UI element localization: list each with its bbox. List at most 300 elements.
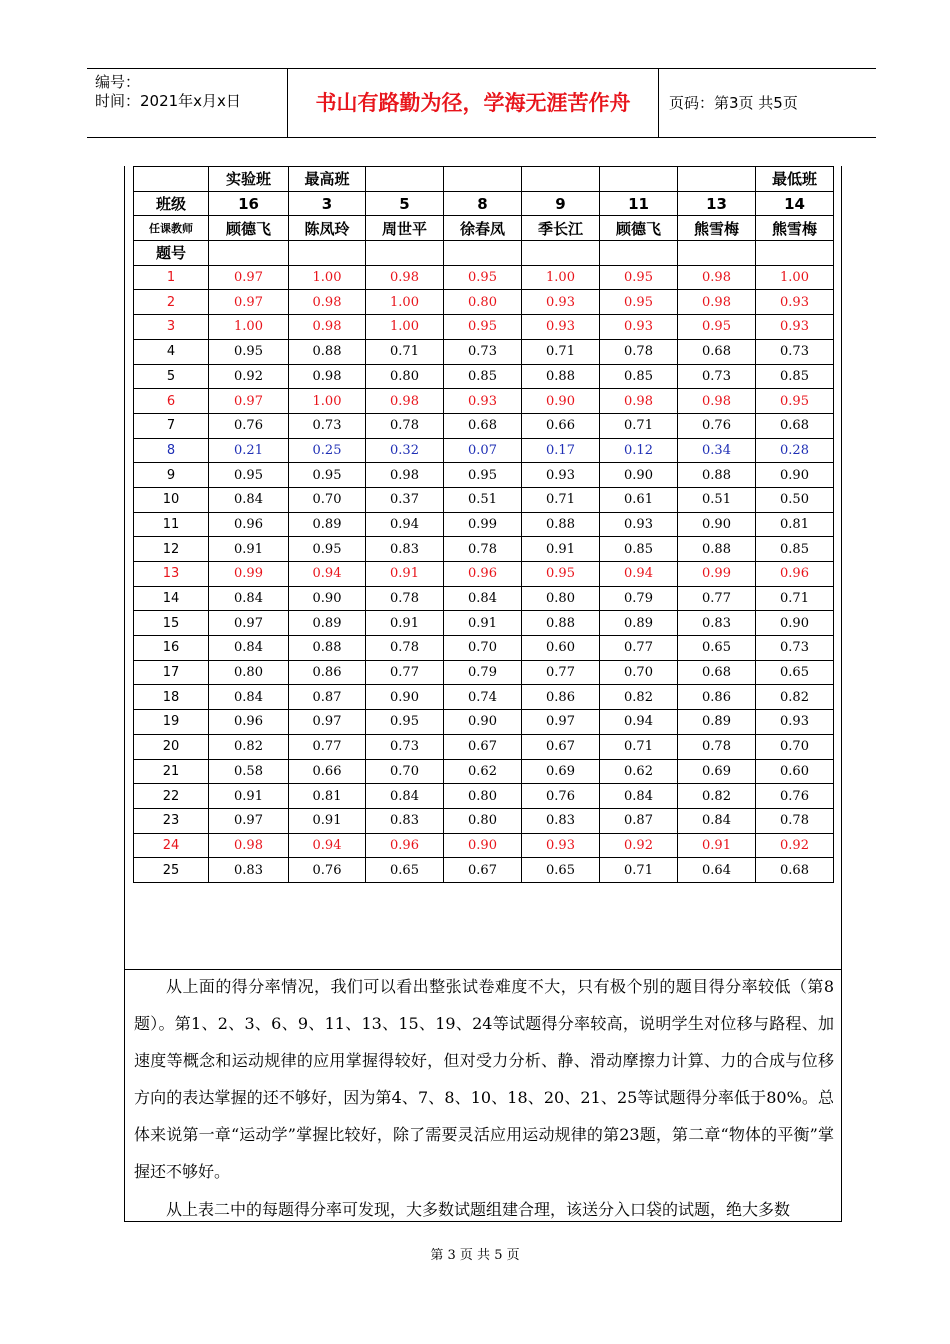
question-number-cell: 7 [134, 413, 209, 438]
table-row [134, 512, 834, 537]
row-label-cell [134, 167, 209, 192]
question-number-cell: 3 [134, 315, 209, 340]
score-rate-cell: 0.95 [209, 339, 289, 364]
page-header [87, 68, 876, 138]
score-rate-cell: 0.96 [444, 562, 522, 587]
score-rate-cell: 0.66 [289, 759, 366, 784]
score-rate-cell: 0.99 [444, 512, 522, 537]
score-rate-cell: 0.21 [209, 438, 289, 463]
score-rate-cell: 0.88 [289, 339, 366, 364]
score-rate-cell: 0.77 [366, 660, 444, 685]
table-header-row [134, 191, 834, 216]
table-header-row [134, 241, 834, 266]
header-cell [678, 167, 756, 192]
question-number-cell: 12 [134, 537, 209, 562]
header-cell [600, 167, 678, 192]
score-rate-cell: 0.68 [756, 413, 834, 438]
score-rate-cell: 0.92 [600, 833, 678, 858]
score-rate-cell: 0.76 [289, 858, 366, 883]
score-rate-cell: 0.91 [678, 833, 756, 858]
score-rate-cell: 0.66 [522, 413, 600, 438]
header-cell [209, 241, 289, 266]
score-rate-cell: 0.12 [600, 438, 678, 463]
score-rate-cell: 0.90 [444, 833, 522, 858]
score-rate-cell: 0.62 [600, 759, 678, 784]
header-cell: 8 [444, 191, 522, 216]
header-cell [756, 241, 834, 266]
score-rate-cell: 0.83 [366, 537, 444, 562]
score-rate-cell: 0.79 [600, 586, 678, 611]
score-rate-cell: 0.73 [289, 413, 366, 438]
score-rate-cell: 0.95 [522, 562, 600, 587]
header-cell: 徐春凤 [444, 216, 522, 241]
score-rate-cell: 0.89 [289, 611, 366, 636]
score-rate-cell: 0.90 [600, 463, 678, 488]
score-rate-cell: 0.90 [522, 389, 600, 414]
table-row [134, 315, 834, 340]
score-rate-cell: 0.84 [209, 685, 289, 710]
score-rate-cell: 0.77 [522, 660, 600, 685]
page-footer: 第 3 页 共 5 页 [430, 1248, 520, 1263]
number-label: 编号： [95, 73, 141, 91]
score-rate-cell: 0.90 [444, 710, 522, 735]
score-rate-cell: 0.95 [366, 710, 444, 735]
score-rate-cell: 0.78 [756, 808, 834, 833]
header-motto: 书山有路勤为径，学海无涯苦作舟 [287, 69, 659, 137]
table-row [134, 537, 834, 562]
header-cell: 顾德飞 [209, 216, 289, 241]
table-row [134, 389, 834, 414]
score-rate-cell: 0.93 [600, 315, 678, 340]
score-rate-cell: 0.62 [444, 759, 522, 784]
score-rate-cell: 0.81 [756, 512, 834, 537]
question-number-cell: 4 [134, 339, 209, 364]
question-number-cell: 11 [134, 512, 209, 537]
score-rate-cell: 0.86 [678, 685, 756, 710]
header-cell: 16 [209, 191, 289, 216]
score-rate-cell: 0.71 [366, 339, 444, 364]
table-row [134, 487, 834, 512]
score-rate-cell: 0.37 [366, 487, 444, 512]
score-rate-cell: 0.84 [678, 808, 756, 833]
score-rate-cell: 0.83 [366, 808, 444, 833]
table-row [134, 784, 834, 809]
score-rate-cell: 0.76 [756, 784, 834, 809]
question-number-cell: 8 [134, 438, 209, 463]
question-number-cell: 14 [134, 586, 209, 611]
header-meta [87, 69, 287, 137]
question-number-cell: 13 [134, 562, 209, 587]
score-rate-cell: 0.68 [756, 858, 834, 883]
header-cell: 最高班 [289, 167, 366, 192]
row-label-cell: 题号 [134, 241, 209, 266]
score-rate-cell: 0.98 [289, 364, 366, 389]
score-rate-cell: 0.95 [289, 537, 366, 562]
score-rate-cell: 0.71 [756, 586, 834, 611]
score-rate-cell: 0.98 [366, 389, 444, 414]
score-rate-cell: 0.90 [366, 685, 444, 710]
score-rate-cell: 0.94 [366, 512, 444, 537]
score-rate-cell: 0.91 [209, 784, 289, 809]
score-rate-cell: 0.80 [444, 290, 522, 315]
score-rate-cell: 0.80 [209, 660, 289, 685]
table-row [134, 586, 834, 611]
score-rate-cell: 0.07 [444, 438, 522, 463]
score-rate-cell: 0.95 [209, 463, 289, 488]
table-row [134, 759, 834, 784]
table-row [134, 290, 834, 315]
header-cell [522, 167, 600, 192]
score-rate-cell: 0.96 [366, 833, 444, 858]
score-rate-cell: 0.84 [444, 586, 522, 611]
table-row [134, 710, 834, 735]
header-cell [522, 241, 600, 266]
score-rate-cell: 0.93 [522, 290, 600, 315]
question-number-cell: 6 [134, 389, 209, 414]
score-rate-cell: 0.95 [444, 315, 522, 340]
score-rate-cell: 0.85 [756, 364, 834, 389]
time-label: 时间：2021年x月x日 [95, 92, 241, 110]
score-rate-cell: 0.92 [756, 833, 834, 858]
question-number-cell: 21 [134, 759, 209, 784]
header-cell: 陈凤玲 [289, 216, 366, 241]
score-rate-cell: 0.98 [366, 265, 444, 290]
header-cell: 3 [289, 191, 366, 216]
score-rate-cell: 0.97 [209, 389, 289, 414]
header-cell: 11 [600, 191, 678, 216]
score-rate-cell: 0.98 [600, 389, 678, 414]
score-rate-cell: 0.90 [756, 463, 834, 488]
score-rate-cell: 0.79 [444, 660, 522, 685]
score-rate-cell: 0.80 [366, 364, 444, 389]
score-rate-cell: 0.88 [678, 537, 756, 562]
score-rate-cell: 0.82 [600, 685, 678, 710]
score-rate-cell: 0.70 [444, 636, 522, 661]
score-rate-cell: 0.97 [209, 611, 289, 636]
question-number-cell: 1 [134, 265, 209, 290]
table-row [134, 833, 834, 858]
score-rate-cell: 0.88 [678, 463, 756, 488]
question-number-cell: 22 [134, 784, 209, 809]
table-row [134, 562, 834, 587]
score-rate-cell: 1.00 [366, 290, 444, 315]
score-rate-cell: 0.60 [756, 759, 834, 784]
score-rate-cell: 0.95 [678, 315, 756, 340]
score-rate-cell: 0.80 [444, 784, 522, 809]
header-cell: 顾德飞 [600, 216, 678, 241]
score-rate-cell: 0.70 [289, 487, 366, 512]
score-rate-cell: 0.93 [522, 315, 600, 340]
score-rate-cell: 0.92 [209, 364, 289, 389]
score-rate-table [133, 166, 834, 883]
score-rate-cell: 0.88 [522, 611, 600, 636]
score-rate-cell: 0.71 [600, 413, 678, 438]
score-rate-cell: 0.17 [522, 438, 600, 463]
score-rate-cell: 0.90 [756, 611, 834, 636]
score-rate-cell: 0.91 [522, 537, 600, 562]
header-cell [444, 241, 522, 266]
question-number-cell: 25 [134, 858, 209, 883]
score-rate-cell: 0.71 [522, 339, 600, 364]
score-rate-cell: 0.80 [444, 808, 522, 833]
score-rate-cell: 0.93 [522, 833, 600, 858]
score-rate-cell: 0.91 [444, 611, 522, 636]
score-rate-cell: 1.00 [209, 315, 289, 340]
header-cell [289, 241, 366, 266]
question-number-cell: 5 [134, 364, 209, 389]
score-rate-cell: 0.82 [678, 784, 756, 809]
score-rate-cell: 0.94 [289, 833, 366, 858]
score-rate-cell: 0.91 [289, 808, 366, 833]
header-cell: 实验班 [209, 167, 289, 192]
header-cell [678, 241, 756, 266]
score-rate-cell: 0.88 [289, 636, 366, 661]
score-rate-cell: 0.65 [678, 636, 756, 661]
score-rate-cell: 0.68 [678, 339, 756, 364]
score-rate-cell: 0.89 [678, 710, 756, 735]
score-rate-cell: 0.25 [289, 438, 366, 463]
score-rate-cell: 0.78 [444, 537, 522, 562]
score-rate-cell: 0.98 [678, 389, 756, 414]
score-rate-cell: 0.87 [289, 685, 366, 710]
score-rate-cell: 0.94 [289, 562, 366, 587]
score-rate-cell: 0.85 [444, 364, 522, 389]
score-rate-cell: 0.90 [289, 586, 366, 611]
question-number-cell: 2 [134, 290, 209, 315]
header-cell: 熊雪梅 [678, 216, 756, 241]
question-number-cell: 24 [134, 833, 209, 858]
score-rate-cell: 0.67 [444, 734, 522, 759]
score-rate-cell: 0.91 [209, 537, 289, 562]
score-rate-cell: 0.97 [522, 710, 600, 735]
score-rate-cell: 0.96 [209, 710, 289, 735]
score-rate-cell: 1.00 [289, 265, 366, 290]
header-page-label: 页码：第3页 共5页 [669, 94, 798, 112]
table-row [134, 685, 834, 710]
score-rate-cell: 0.51 [678, 487, 756, 512]
table-row [134, 636, 834, 661]
table-header-row [134, 216, 834, 241]
score-rate-cell: 0.98 [209, 833, 289, 858]
table-row [134, 808, 834, 833]
score-rate-cell: 0.28 [756, 438, 834, 463]
score-rate-cell: 0.70 [366, 759, 444, 784]
score-rate-cell: 0.95 [289, 463, 366, 488]
table-row [134, 858, 834, 883]
score-rate-cell: 0.78 [366, 636, 444, 661]
score-rate-cell: 0.78 [366, 586, 444, 611]
score-rate-cell: 0.71 [600, 858, 678, 883]
score-rate-cell: 0.77 [289, 734, 366, 759]
score-rate-cell: 0.88 [522, 512, 600, 537]
score-rate-cell: 0.83 [678, 611, 756, 636]
score-rate-cell: 0.76 [522, 784, 600, 809]
score-rate-cell: 0.95 [444, 265, 522, 290]
header-cell [600, 241, 678, 266]
score-rate-cell: 0.78 [366, 413, 444, 438]
table-row [134, 364, 834, 389]
score-rate-cell: 0.83 [209, 858, 289, 883]
score-rate-cell: 1.00 [522, 265, 600, 290]
question-number-cell: 9 [134, 463, 209, 488]
score-rate-cell: 0.82 [209, 734, 289, 759]
score-rate-cell: 0.82 [756, 685, 834, 710]
score-rate-cell: 0.96 [209, 512, 289, 537]
score-rate-cell: 0.65 [756, 660, 834, 685]
score-rate-cell: 1.00 [756, 265, 834, 290]
score-rate-cell: 0.78 [678, 734, 756, 759]
score-rate-cell: 0.93 [522, 463, 600, 488]
score-rate-cell: 0.97 [209, 808, 289, 833]
score-rate-cell: 0.91 [366, 611, 444, 636]
score-rate-cell: 0.88 [522, 364, 600, 389]
score-rate-cell: 0.95 [600, 265, 678, 290]
table-row [134, 463, 834, 488]
score-rate-cell: 1.00 [289, 389, 366, 414]
score-rate-cell: 0.68 [678, 660, 756, 685]
analysis-paragraph-1: 从上面的得分率情况，我们可以看出整张试卷难度不大，只有极个别的题目得分率较低（第8题）。第1、2、3、6、9、11、13、15、19、24等试题得分率较高，说明学生对位移与路程、加速度等概念和运动规律的应用掌握得较好，但对受力分析、静、滑动摩擦力计算、力的合成与位移方向的表达掌握的还不够好，因为第4、7、8、10、18、20、21、25等试题得分率低于80%。总体来说第一章“运动学”掌握比较好，除了需要灵活应用运动规律的第23题，第二章“物体的平衡”掌握还不够好。 [134, 977, 834, 1181]
header-cell: 5 [366, 191, 444, 216]
score-rate-cell: 0.91 [366, 562, 444, 587]
score-rate-cell: 0.84 [209, 487, 289, 512]
score-rate-cell: 0.95 [756, 389, 834, 414]
score-rate-cell: 0.89 [289, 512, 366, 537]
table-row [134, 339, 834, 364]
score-rate-cell: 0.85 [756, 537, 834, 562]
score-rate-cell: 0.90 [678, 512, 756, 537]
header-cell: 熊雪梅 [756, 216, 834, 241]
question-number-cell: 23 [134, 808, 209, 833]
score-rate-cell: 0.93 [444, 389, 522, 414]
score-rate-cell: 0.97 [209, 265, 289, 290]
score-rate-cell: 0.96 [756, 562, 834, 587]
score-rate-cell: 0.86 [522, 685, 600, 710]
header-cell: 周世平 [366, 216, 444, 241]
score-rate-cell: 0.69 [522, 759, 600, 784]
score-rate-cell: 0.98 [678, 290, 756, 315]
score-rate-cell: 0.60 [522, 636, 600, 661]
score-rate-cell: 0.58 [209, 759, 289, 784]
score-rate-cell: 0.94 [600, 562, 678, 587]
score-rate-cell: 0.73 [678, 364, 756, 389]
score-rate-cell: 0.85 [600, 364, 678, 389]
score-rate-cell: 0.98 [289, 290, 366, 315]
score-rate-cell: 0.93 [756, 290, 834, 315]
score-rate-cell: 0.65 [522, 858, 600, 883]
row-label-cell: 任课教师 [134, 216, 209, 241]
score-rate-cell: 0.84 [209, 636, 289, 661]
score-rate-cell: 0.70 [600, 660, 678, 685]
table-header-row [134, 167, 834, 192]
analysis-paragraph-2: 从上表二中的每题得分率可发现，大多数试题组建合理，该送分入口袋的试题，绝大多数 [166, 1200, 791, 1219]
score-rate-cell: 0.74 [444, 685, 522, 710]
header-cell: 最低班 [756, 167, 834, 192]
score-rate-cell: 0.86 [289, 660, 366, 685]
score-rate-cell: 0.93 [600, 512, 678, 537]
score-rate-cell: 0.73 [756, 339, 834, 364]
score-rate-cell: 0.93 [756, 710, 834, 735]
question-number-cell: 10 [134, 487, 209, 512]
score-rate-cell: 0.73 [444, 339, 522, 364]
score-rate-cell: 0.61 [600, 487, 678, 512]
score-rate-cell: 0.98 [678, 265, 756, 290]
score-rate-cell: 0.73 [366, 734, 444, 759]
row-label-cell: 班级 [134, 191, 209, 216]
table-row [134, 611, 834, 636]
score-rate-cell: 0.80 [522, 586, 600, 611]
score-rate-cell: 0.73 [756, 636, 834, 661]
score-rate-cell: 0.98 [289, 315, 366, 340]
table-row [134, 438, 834, 463]
score-rate-cell: 1.00 [366, 315, 444, 340]
score-rate-cell: 0.98 [366, 463, 444, 488]
score-rate-cell: 0.34 [678, 438, 756, 463]
score-rate-cell: 0.78 [600, 339, 678, 364]
score-rate-cell: 0.87 [600, 808, 678, 833]
score-rate-cell: 0.95 [600, 290, 678, 315]
score-rate-cell: 0.83 [522, 808, 600, 833]
question-number-cell: 15 [134, 611, 209, 636]
question-number-cell: 20 [134, 734, 209, 759]
score-rate-cell: 0.51 [444, 487, 522, 512]
score-rate-cell: 0.84 [209, 586, 289, 611]
score-rate-cell: 0.50 [756, 487, 834, 512]
header-cell [366, 167, 444, 192]
score-rate-cell: 0.81 [289, 784, 366, 809]
header-cell: 季长江 [522, 216, 600, 241]
header-cell [444, 167, 522, 192]
score-rate-cell: 0.32 [366, 438, 444, 463]
score-rate-cell: 0.89 [600, 611, 678, 636]
table-row [134, 265, 834, 290]
score-rate-cell: 0.97 [209, 290, 289, 315]
table-row [134, 413, 834, 438]
score-rate-cell: 0.71 [600, 734, 678, 759]
header-cell: 13 [678, 191, 756, 216]
score-rate-cell: 0.69 [678, 759, 756, 784]
score-rate-cell: 0.84 [366, 784, 444, 809]
score-rate-cell: 0.68 [444, 413, 522, 438]
header-cell: 9 [522, 191, 600, 216]
score-rate-cell: 0.97 [289, 710, 366, 735]
score-rate-cell: 0.77 [678, 586, 756, 611]
score-rate-cell: 0.76 [209, 413, 289, 438]
question-number-cell: 18 [134, 685, 209, 710]
score-rate-cell: 0.65 [366, 858, 444, 883]
score-rate-cell: 0.70 [756, 734, 834, 759]
table-row [134, 660, 834, 685]
score-rate-cell: 0.99 [678, 562, 756, 587]
score-rate-cell: 0.95 [444, 463, 522, 488]
score-rate-cell: 0.67 [444, 858, 522, 883]
header-cell [366, 241, 444, 266]
score-rate-cell: 0.76 [678, 413, 756, 438]
score-rate-cell: 0.94 [600, 710, 678, 735]
question-number-cell: 19 [134, 710, 209, 735]
score-rate-cell: 0.77 [600, 636, 678, 661]
table-row [134, 734, 834, 759]
score-rate-cell: 0.67 [522, 734, 600, 759]
question-number-cell: 16 [134, 636, 209, 661]
score-rate-cell: 0.71 [522, 487, 600, 512]
header-cell: 14 [756, 191, 834, 216]
score-rate-cell: 0.64 [678, 858, 756, 883]
question-number-cell: 17 [134, 660, 209, 685]
score-rate-cell: 0.84 [600, 784, 678, 809]
score-rate-cell: 0.85 [600, 537, 678, 562]
score-rate-cell: 0.93 [756, 315, 834, 340]
score-rate-cell: 0.99 [209, 562, 289, 587]
